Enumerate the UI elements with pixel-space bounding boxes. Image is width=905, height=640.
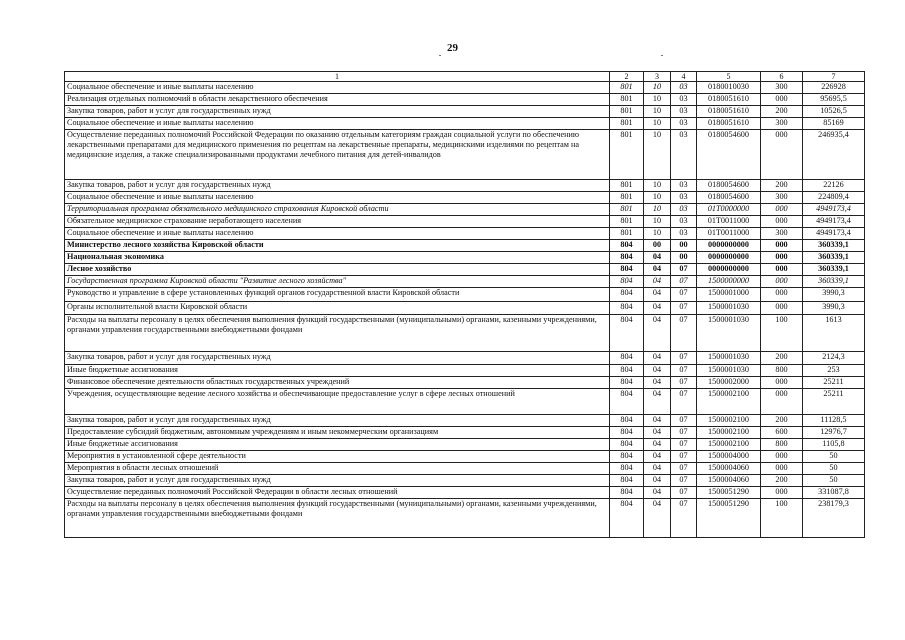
row-subsection: 07	[671, 302, 697, 315]
header-col-3: 3	[644, 72, 671, 82]
row-target-article: 1500002100	[697, 389, 761, 415]
row-subsection: 03	[671, 228, 697, 240]
table-row	[65, 487, 865, 499]
row-name: Руководство и управление в сфере установленных функций органов государственной власти Кировской области	[65, 288, 610, 302]
row-target-article: 01Т0000000	[697, 204, 761, 216]
row-name: Реализация отдельных полномочий в области лекарственного обеспечения	[65, 94, 610, 106]
row-name: Расходы на выплаты персоналу в целях обеспечения выполнения функций государственными (муниципальными) органами, казенными учреждениями, органами управления государственными внебюджетными фондами	[65, 315, 610, 352]
row-name: Государственная программа Кировской области "Развитие лесного хозяйства"	[65, 276, 610, 288]
row-amount: 11128,5	[803, 415, 865, 427]
row-target-article: 0180051610	[697, 94, 761, 106]
row-name: Территориальная программа обязательного медицинского страхования Кировской области	[65, 204, 610, 216]
table-row	[65, 118, 865, 130]
row-section: 10	[644, 180, 671, 192]
row-subsection: 07	[671, 352, 697, 365]
row-ministry-code: 804	[610, 439, 644, 451]
row-amount: 3990,3	[803, 302, 865, 315]
row-ministry-code: 804	[610, 352, 644, 365]
table-row	[65, 415, 865, 427]
table-row	[65, 377, 865, 389]
row-ministry-code: 801	[610, 204, 644, 216]
row-name: Мероприятия в установленной сфере деятельности	[65, 451, 610, 463]
row-expense-type: 000	[761, 216, 803, 228]
row-target-article: 0000000000	[697, 240, 761, 252]
table-row	[65, 82, 865, 94]
row-amount: 1613	[803, 315, 865, 352]
row-amount: 4949173,4	[803, 228, 865, 240]
row-ministry-code: 804	[610, 288, 644, 302]
row-expense-type: 000	[761, 240, 803, 252]
row-expense-type: 000	[761, 487, 803, 499]
row-amount: 224809,4	[803, 192, 865, 204]
row-section: 10	[644, 118, 671, 130]
table-row	[65, 451, 865, 463]
row-name: Закупка товаров, работ и услуг для государственных нужд	[65, 180, 610, 192]
row-amount: 1105,8	[803, 439, 865, 451]
row-section: 04	[644, 475, 671, 487]
row-subsection: 07	[671, 487, 697, 499]
row-section: 10	[644, 82, 671, 94]
row-subsection: 07	[671, 451, 697, 463]
row-ministry-code: 804	[610, 487, 644, 499]
row-amount: 25211	[803, 389, 865, 415]
row-expense-type: 800	[761, 365, 803, 377]
row-target-article: 01Т0011000	[697, 216, 761, 228]
row-ministry-code: 804	[610, 302, 644, 315]
table-row	[65, 499, 865, 538]
row-expense-type: 300	[761, 82, 803, 94]
row-ministry-code: 804	[610, 389, 644, 415]
row-amount: 253	[803, 365, 865, 377]
row-ministry-code: 804	[610, 315, 644, 352]
table-row	[65, 180, 865, 192]
table-row	[65, 475, 865, 487]
row-section: 00	[644, 240, 671, 252]
row-section: 04	[644, 499, 671, 538]
row-target-article: 1500051290	[697, 499, 761, 538]
row-name: Предоставление субсидий бюджетным, автономным учреждениям и иным некоммерческим организациям	[65, 427, 610, 439]
row-name: Расходы на выплаты персоналу в целях обеспечения выполнения функций государственными (муниципальными) органами, казенными учреждениями, органами управления государственными внебюджетными фондами	[65, 499, 610, 538]
row-subsection: 03	[671, 180, 697, 192]
row-target-article: 1500002100	[697, 427, 761, 439]
row-ministry-code: 804	[610, 427, 644, 439]
row-amount: 10526,5	[803, 106, 865, 118]
row-section: 10	[644, 204, 671, 216]
row-amount: 226928	[803, 82, 865, 94]
row-name: Учреждения, осуществляющие ведение лесного хозяйства и обеспечивающие предоставление услуг в сфере лесных отношений	[65, 389, 610, 415]
row-section: 04	[644, 252, 671, 264]
row-amount: 246935,4	[803, 130, 865, 180]
row-name: Закупка товаров, работ и услуг для государственных нужд	[65, 475, 610, 487]
row-target-article: 0180010030	[697, 82, 761, 94]
row-section: 04	[644, 487, 671, 499]
row-expense-type: 300	[761, 192, 803, 204]
row-amount: 85169	[803, 118, 865, 130]
row-name: Обязательное медицинское страхование неработающего населения	[65, 216, 610, 228]
row-ministry-code: 804	[610, 276, 644, 288]
row-section: 04	[644, 315, 671, 352]
row-section: 04	[644, 365, 671, 377]
row-section: 04	[644, 451, 671, 463]
row-amount: 50	[803, 451, 865, 463]
row-name: Социальное обеспечение и иные выплаты населению	[65, 228, 610, 240]
row-name: Иные бюджетные ассигнования	[65, 365, 610, 377]
row-ministry-code: 804	[610, 463, 644, 475]
row-expense-type: 000	[761, 276, 803, 288]
row-section: 04	[644, 377, 671, 389]
row-ministry-code: 801	[610, 130, 644, 180]
header-col-6: 6	[761, 72, 803, 82]
row-expense-type: 000	[761, 463, 803, 475]
row-target-article: 0000000000	[697, 264, 761, 276]
row-expense-type: 000	[761, 451, 803, 463]
row-amount: 3990,3	[803, 288, 865, 302]
row-expense-type: 000	[761, 252, 803, 264]
row-target-article: 0180051610	[697, 118, 761, 130]
table-row	[65, 288, 865, 302]
row-subsection: 03	[671, 118, 697, 130]
row-name: Осуществление переданных полномочий Российской Федерации по оказанию отдельным категориям граждан социальной услуги по обеспечению лекарственными препаратами для медицинского применения по рецептам на лекарственные препараты, медицинскими изделиями по рецептам на медицинские изделия, а также специализированными продуктами лечебного питания для детей-инвалидов	[65, 130, 610, 180]
table-row	[65, 94, 865, 106]
row-section: 04	[644, 439, 671, 451]
row-target-article: 1500004060	[697, 463, 761, 475]
row-name: Социальное обеспечение и иные выплаты населению	[65, 192, 610, 204]
table-row	[65, 276, 865, 288]
row-subsection: 03	[671, 82, 697, 94]
row-section: 04	[644, 415, 671, 427]
row-expense-type: 200	[761, 475, 803, 487]
row-subsection: 07	[671, 365, 697, 377]
row-section: 10	[644, 130, 671, 180]
row-target-article: 1500001030	[697, 352, 761, 365]
row-expense-type: 000	[761, 130, 803, 180]
row-ministry-code: 801	[610, 106, 644, 118]
row-ministry-code: 801	[610, 216, 644, 228]
row-ministry-code: 804	[610, 377, 644, 389]
row-amount: 50	[803, 463, 865, 475]
row-amount: 4949173,4	[803, 204, 865, 216]
row-target-article: 1500002100	[697, 439, 761, 451]
row-target-article: 0180054600	[697, 130, 761, 180]
row-expense-type: 000	[761, 302, 803, 315]
row-subsection: 07	[671, 427, 697, 439]
row-ministry-code: 804	[610, 415, 644, 427]
row-section: 04	[644, 427, 671, 439]
page-number: 29	[447, 42, 458, 54]
row-subsection: 07	[671, 415, 697, 427]
table-row	[65, 463, 865, 475]
table-row	[65, 228, 865, 240]
row-section: 04	[644, 352, 671, 365]
row-ministry-code: 801	[610, 192, 644, 204]
row-ministry-code: 804	[610, 252, 644, 264]
table-row	[65, 352, 865, 365]
row-expense-type: 100	[761, 315, 803, 352]
row-ministry-code: 801	[610, 118, 644, 130]
header-col-7: 7	[803, 72, 865, 82]
row-amount: 22126	[803, 180, 865, 192]
row-ministry-code: 801	[610, 94, 644, 106]
row-amount: 4949173,4	[803, 216, 865, 228]
row-expense-type: 600	[761, 427, 803, 439]
row-section: 10	[644, 94, 671, 106]
row-ministry-code: 804	[610, 365, 644, 377]
row-name: Лесное хозяйство	[65, 264, 610, 276]
row-subsection: 07	[671, 264, 697, 276]
row-section: 04	[644, 288, 671, 302]
row-section: 04	[644, 389, 671, 415]
row-target-article: 1500004060	[697, 475, 761, 487]
table-row	[65, 192, 865, 204]
row-ministry-code: 804	[610, 499, 644, 538]
row-amount: 12976,7	[803, 427, 865, 439]
row-target-article: 1500001030	[697, 302, 761, 315]
row-name: Осуществление переданных полномочий Российской Федерации в области лесных отношений	[65, 487, 610, 499]
row-section: 10	[644, 106, 671, 118]
row-subsection: 07	[671, 499, 697, 538]
row-name: Финансовое обеспечение деятельности областных государственных учреждений	[65, 377, 610, 389]
row-ministry-code: 804	[610, 451, 644, 463]
row-expense-type: 000	[761, 264, 803, 276]
budget-table	[64, 71, 865, 538]
row-target-article: 1500001000	[697, 288, 761, 302]
row-amount: 95695,5	[803, 94, 865, 106]
table-row	[65, 427, 865, 439]
row-name: Национальная экономика	[65, 252, 610, 264]
row-subsection: 07	[671, 276, 697, 288]
row-section: 10	[644, 216, 671, 228]
row-subsection: 03	[671, 94, 697, 106]
row-name: Иные бюджетные ассигнования	[65, 439, 610, 451]
row-name: Органы исполнительной власти Кировской области	[65, 302, 610, 315]
row-subsection: 03	[671, 130, 697, 180]
row-ministry-code: 804	[610, 475, 644, 487]
row-amount: 50	[803, 475, 865, 487]
table-row	[65, 389, 865, 415]
row-subsection: 07	[671, 377, 697, 389]
row-expense-type: 000	[761, 389, 803, 415]
row-amount: 360339,1	[803, 276, 865, 288]
header-col-2: 2	[610, 72, 644, 82]
row-subsection: 03	[671, 216, 697, 228]
row-expense-type: 000	[761, 377, 803, 389]
row-target-article: 1500002000	[697, 377, 761, 389]
scan-speck	[661, 55, 663, 56]
row-subsection: 07	[671, 475, 697, 487]
row-subsection: 03	[671, 204, 697, 216]
row-amount: 331087,8	[803, 487, 865, 499]
table-row	[65, 365, 865, 377]
row-subsection: 07	[671, 439, 697, 451]
row-expense-type: 800	[761, 439, 803, 451]
row-expense-type: 300	[761, 228, 803, 240]
row-target-article: 1500001030	[697, 315, 761, 352]
row-expense-type: 100	[761, 499, 803, 538]
row-name: Закупка товаров, работ и услуг для государственных нужд	[65, 415, 610, 427]
table-row	[65, 204, 865, 216]
header-col-4: 4	[671, 72, 697, 82]
table-row	[65, 252, 865, 264]
row-subsection: 07	[671, 288, 697, 302]
row-target-article: 0000000000	[697, 252, 761, 264]
row-subsection: 00	[671, 240, 697, 252]
row-subsection: 07	[671, 463, 697, 475]
row-expense-type: 200	[761, 180, 803, 192]
row-name: Мероприятия в области лесных отношений	[65, 463, 610, 475]
row-target-article: 1500004000	[697, 451, 761, 463]
row-expense-type: 300	[761, 118, 803, 130]
row-ministry-code: 804	[610, 240, 644, 252]
header-row	[65, 72, 865, 82]
row-target-article: 1500051290	[697, 487, 761, 499]
row-name: Социальное обеспечение и иные выплаты населению	[65, 118, 610, 130]
header-col-1: 1	[65, 72, 610, 82]
row-name: Закупка товаров, работ и услуг для государственных нужд	[65, 106, 610, 118]
row-name: Министерство лесного хозяйства Кировской области	[65, 240, 610, 252]
table-row	[65, 240, 865, 252]
row-expense-type: 000	[761, 288, 803, 302]
row-amount: 25211	[803, 377, 865, 389]
row-expense-type: 200	[761, 106, 803, 118]
row-expense-type: 200	[761, 352, 803, 365]
row-section: 04	[644, 264, 671, 276]
row-section: 10	[644, 192, 671, 204]
row-target-article: 0180054600	[697, 180, 761, 192]
row-expense-type: 000	[761, 94, 803, 106]
table-row	[65, 130, 865, 180]
table-row	[65, 264, 865, 276]
row-ministry-code: 801	[610, 82, 644, 94]
row-subsection: 03	[671, 192, 697, 204]
table-row	[65, 302, 865, 315]
row-section: 04	[644, 302, 671, 315]
row-ministry-code: 801	[610, 228, 644, 240]
row-target-article: 1500000000	[697, 276, 761, 288]
row-amount: 238179,3	[803, 499, 865, 538]
table-row	[65, 216, 865, 228]
row-subsection: 07	[671, 315, 697, 352]
row-target-article: 1500002100	[697, 415, 761, 427]
table-row	[65, 439, 865, 451]
row-amount: 360339,1	[803, 240, 865, 252]
table-body	[65, 82, 865, 538]
row-amount: 2124,3	[803, 352, 865, 365]
scan-speck	[439, 55, 441, 56]
row-section: 10	[644, 228, 671, 240]
row-name: Социальное обеспечение и иные выплаты населению	[65, 82, 610, 94]
row-subsection: 07	[671, 389, 697, 415]
table-row	[65, 315, 865, 352]
row-name: Закупка товаров, работ и услуг для государственных нужд	[65, 352, 610, 365]
row-section: 04	[644, 463, 671, 475]
row-expense-type: 000	[761, 204, 803, 216]
row-subsection: 03	[671, 106, 697, 118]
row-section: 04	[644, 276, 671, 288]
row-expense-type: 200	[761, 415, 803, 427]
row-amount: 360339,1	[803, 264, 865, 276]
table-row	[65, 106, 865, 118]
row-target-article: 1500001030	[697, 365, 761, 377]
row-target-article: 01Т0011000	[697, 228, 761, 240]
row-subsection: 00	[671, 252, 697, 264]
row-amount: 360339,1	[803, 252, 865, 264]
row-target-article: 0180051610	[697, 106, 761, 118]
header-col-5: 5	[697, 72, 761, 82]
row-ministry-code: 804	[610, 264, 644, 276]
row-ministry-code: 801	[610, 180, 644, 192]
row-target-article: 0180054600	[697, 192, 761, 204]
